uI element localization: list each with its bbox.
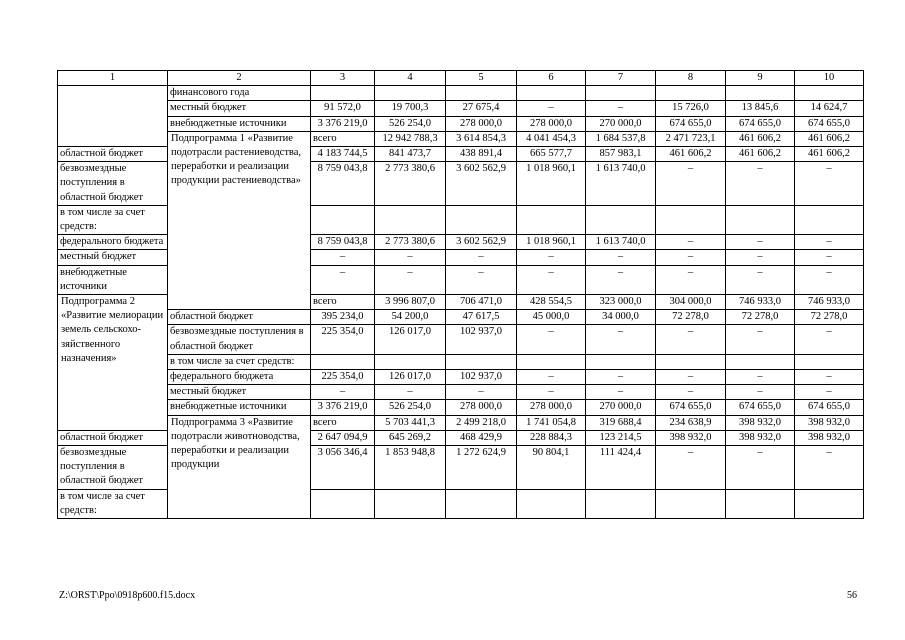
amount-cell: 3 602 562,9 — [446, 162, 517, 206]
amount-cell: 34 000,0 — [586, 310, 656, 325]
column-number-header: 1 — [58, 71, 168, 86]
amount-cell: 278 000,0 — [517, 400, 586, 415]
amount-cell: – — [795, 162, 864, 206]
amount-cell: – — [656, 265, 726, 294]
amount-cell: 1 613 740,0 — [586, 235, 656, 250]
funding-source-cell: безвозмездные поступления в областной бюджет — [58, 162, 168, 206]
amount-cell: – — [586, 325, 656, 354]
funding-source-cell: всего — [311, 295, 375, 310]
amount-cell: 746 933,0 — [795, 295, 864, 310]
amount-cell — [446, 205, 517, 234]
amount-cell: 225 354,0 — [311, 370, 375, 385]
amount-cell: – — [375, 385, 446, 400]
amount-cell: 1 018 960,1 — [517, 162, 586, 206]
amount-cell: – — [726, 325, 795, 354]
amount-cell: – — [586, 101, 656, 116]
amount-cell: 841 473,7 — [375, 147, 446, 162]
column-number-header: 4 — [375, 71, 446, 86]
amount-cell: 234 638,9 — [656, 415, 726, 430]
amount-cell: – — [795, 250, 864, 265]
amount-cell: – — [726, 235, 795, 250]
amount-cell: 3 996 807,0 — [375, 295, 446, 310]
amount-cell — [656, 86, 726, 101]
amount-cell: 1 684 537,8 — [586, 131, 656, 146]
funding-source-cell: местный бюджет — [168, 101, 311, 116]
amount-cell: 665 577,7 — [517, 147, 586, 162]
amount-cell: 674 655,0 — [726, 400, 795, 415]
amount-cell: – — [795, 370, 864, 385]
funding-source-cell: областной бюджет — [168, 310, 311, 325]
table-row — [58, 131, 864, 146]
amount-cell — [586, 86, 656, 101]
amount-cell: – — [656, 235, 726, 250]
amount-cell: 54 200,0 — [375, 310, 446, 325]
amount-cell — [726, 205, 795, 234]
amount-cell — [375, 86, 446, 101]
amount-cell: 123 214,5 — [586, 430, 656, 445]
funding-source-cell: внебюджетные источники — [168, 116, 311, 131]
column-number-header: 7 — [586, 71, 656, 86]
subprogram-name-cell: Подпрограмма 2 «Развитие мелиорации земель сельскохо-зяйственного назначения» — [58, 295, 168, 431]
amount-cell — [656, 489, 726, 518]
amount-cell — [517, 489, 586, 518]
amount-cell: 319 688,4 — [586, 415, 656, 430]
amount-cell: – — [375, 250, 446, 265]
column-number-header: 6 — [517, 71, 586, 86]
amount-cell: – — [586, 250, 656, 265]
amount-cell: 1 272 624,9 — [446, 446, 517, 490]
table-row — [58, 400, 864, 415]
amount-cell: 674 655,0 — [656, 116, 726, 131]
funding-source-cell: в том числе за счет средств: — [168, 354, 311, 369]
amount-cell: 5 703 441,3 — [375, 415, 446, 430]
amount-cell: 304 000,0 — [656, 295, 726, 310]
amount-cell — [446, 354, 517, 369]
funding-source-cell: областной бюджет — [58, 147, 168, 162]
amount-cell: 3 602 562,9 — [446, 235, 517, 250]
amount-cell — [586, 205, 656, 234]
amount-cell: – — [795, 446, 864, 490]
amount-cell: 72 278,0 — [656, 310, 726, 325]
amount-cell — [795, 489, 864, 518]
amount-cell: 278 000,0 — [517, 116, 586, 131]
table-row — [58, 116, 864, 131]
amount-cell: 1 613 740,0 — [586, 162, 656, 206]
subprogram-name-cell — [58, 86, 168, 147]
amount-cell: 398 932,0 — [795, 430, 864, 445]
amount-cell: – — [726, 385, 795, 400]
amount-cell: 3 614 854,3 — [446, 131, 517, 146]
amount-cell: – — [586, 265, 656, 294]
amount-cell: 111 424,4 — [586, 446, 656, 490]
amount-cell — [311, 205, 375, 234]
amount-cell: 8 759 043,8 — [311, 162, 375, 206]
amount-cell: – — [446, 265, 517, 294]
amount-cell: 438 891,4 — [446, 147, 517, 162]
amount-cell: – — [446, 250, 517, 265]
amount-cell: 461 606,2 — [795, 131, 864, 146]
amount-cell: 126 017,0 — [375, 370, 446, 385]
amount-cell: 395 234,0 — [311, 310, 375, 325]
amount-cell: 12 942 788,3 — [375, 131, 446, 146]
amount-cell — [311, 489, 375, 518]
amount-cell: 270 000,0 — [586, 400, 656, 415]
amount-cell: 4 041 454,3 — [517, 131, 586, 146]
amount-cell — [726, 354, 795, 369]
amount-cell: 2 773 380,6 — [375, 162, 446, 206]
amount-cell: – — [795, 235, 864, 250]
amount-cell — [726, 489, 795, 518]
amount-cell: 526 254,0 — [375, 116, 446, 131]
amount-cell: 461 606,2 — [726, 131, 795, 146]
amount-cell: 91 572,0 — [311, 101, 375, 116]
column-number-header: 9 — [726, 71, 795, 86]
amount-cell — [311, 354, 375, 369]
amount-cell: – — [517, 250, 586, 265]
amount-cell: 19 700,3 — [375, 101, 446, 116]
column-number-header: 8 — [656, 71, 726, 86]
funding-source-cell: федерального бюджета — [168, 370, 311, 385]
amount-cell: 857 983,1 — [586, 147, 656, 162]
amount-cell: 14 624,7 — [795, 101, 864, 116]
funding-source-cell: в том числе за счет средств: — [58, 489, 168, 518]
amount-cell: – — [311, 265, 375, 294]
amount-cell: 2 773 380,6 — [375, 235, 446, 250]
amount-cell: 102 937,0 — [446, 325, 517, 354]
amount-cell: 45 000,0 — [517, 310, 586, 325]
funding-source-cell: внебюджетные источники — [58, 265, 168, 294]
amount-cell: – — [656, 325, 726, 354]
table-row — [58, 101, 864, 116]
amount-cell: 398 932,0 — [656, 430, 726, 445]
amount-cell: – — [517, 101, 586, 116]
funding-source-cell: финансового года — [168, 86, 311, 101]
amount-cell: 1 018 960,1 — [517, 235, 586, 250]
amount-cell — [517, 354, 586, 369]
amount-cell — [517, 86, 586, 101]
amount-cell: 398 932,0 — [726, 415, 795, 430]
amount-cell: 27 675,4 — [446, 101, 517, 116]
header-row — [58, 71, 864, 86]
amount-cell — [446, 86, 517, 101]
amount-cell: – — [726, 446, 795, 490]
funding-source-cell: всего — [311, 415, 375, 430]
funding-source-cell: областной бюджет — [58, 430, 168, 445]
amount-cell: – — [656, 250, 726, 265]
budget-table — [57, 70, 864, 519]
amount-cell — [375, 489, 446, 518]
amount-cell: 461 606,2 — [795, 147, 864, 162]
amount-cell — [311, 86, 375, 101]
table-row — [58, 310, 864, 325]
footer-file-path: Z:\ORST\Ppo\0918p600.f15.docx — [59, 590, 196, 601]
amount-cell: 225 354,0 — [311, 325, 375, 354]
amount-cell: – — [517, 370, 586, 385]
table-row — [58, 385, 864, 400]
table-row — [58, 354, 864, 369]
amount-cell: 3 376 219,0 — [311, 116, 375, 131]
amount-cell: 1 853 948,8 — [375, 446, 446, 490]
table-row — [58, 325, 864, 354]
amount-cell: 3 376 219,0 — [311, 400, 375, 415]
amount-cell: 1 741 054,8 — [517, 415, 586, 430]
table-row — [58, 415, 864, 430]
funding-source-cell: местный бюджет — [168, 385, 311, 400]
table-row — [58, 86, 864, 101]
amount-cell: 278 000,0 — [446, 400, 517, 415]
amount-cell — [656, 354, 726, 369]
subprogram-name-cell: Подпрограмма 1 «Развитие подотрасли растениеводства, переработки и реализации продукции растениеводства» — [168, 131, 311, 309]
amount-cell — [726, 86, 795, 101]
amount-cell — [375, 205, 446, 234]
amount-cell — [517, 205, 586, 234]
amount-cell: 4 183 744,5 — [311, 147, 375, 162]
amount-cell: 8 759 043,8 — [311, 235, 375, 250]
amount-cell: 428 554,5 — [517, 295, 586, 310]
amount-cell: 461 606,2 — [656, 147, 726, 162]
amount-cell: – — [726, 162, 795, 206]
amount-cell: – — [517, 385, 586, 400]
amount-cell: – — [517, 265, 586, 294]
amount-cell: – — [656, 446, 726, 490]
amount-cell: 3 056 346,4 — [311, 446, 375, 490]
amount-cell: 461 606,2 — [726, 147, 795, 162]
amount-cell: 674 655,0 — [726, 116, 795, 131]
amount-cell — [446, 489, 517, 518]
column-number-header: 10 — [795, 71, 864, 86]
amount-cell: – — [656, 385, 726, 400]
amount-cell: – — [311, 385, 375, 400]
amount-cell: 645 269,2 — [375, 430, 446, 445]
amount-cell: – — [311, 250, 375, 265]
amount-cell: 270 000,0 — [586, 116, 656, 131]
amount-cell: 72 278,0 — [795, 310, 864, 325]
amount-cell — [375, 354, 446, 369]
amount-cell: – — [446, 385, 517, 400]
amount-cell: 2 647 094,9 — [311, 430, 375, 445]
amount-cell: 706 471,0 — [446, 295, 517, 310]
funding-source-cell: всего — [311, 131, 375, 146]
amount-cell: 47 617,5 — [446, 310, 517, 325]
amount-cell: – — [726, 370, 795, 385]
amount-cell: 323 000,0 — [586, 295, 656, 310]
amount-cell: 2 471 723,1 — [656, 131, 726, 146]
amount-cell: 398 932,0 — [726, 430, 795, 445]
amount-cell: – — [375, 265, 446, 294]
amount-cell — [795, 205, 864, 234]
amount-cell: – — [795, 325, 864, 354]
table-row — [58, 370, 864, 385]
amount-cell: 2 499 218,0 — [446, 415, 517, 430]
column-number-header: 2 — [168, 71, 311, 86]
subprogram-name-cell: Подпрограмма 3 «Развитие подотрасли животноводства, переработки и реализации продукции — [168, 415, 311, 518]
funding-source-cell: местный бюджет — [58, 250, 168, 265]
amount-cell — [586, 489, 656, 518]
amount-cell: 674 655,0 — [795, 400, 864, 415]
column-number-header: 5 — [446, 71, 517, 86]
amount-cell: 468 429,9 — [446, 430, 517, 445]
amount-cell — [795, 86, 864, 101]
amount-cell: – — [656, 162, 726, 206]
amount-cell: 13 845,6 — [726, 101, 795, 116]
funding-source-cell: в том числе за счет средств: — [58, 205, 168, 234]
amount-cell: – — [726, 265, 795, 294]
amount-cell — [795, 354, 864, 369]
amount-cell: 674 655,0 — [656, 400, 726, 415]
amount-cell: – — [795, 385, 864, 400]
amount-cell: – — [795, 265, 864, 294]
funding-source-cell: безвозмездные поступления в областной бюджет — [168, 325, 311, 354]
amount-cell: 126 017,0 — [375, 325, 446, 354]
column-number-header: 3 — [311, 71, 375, 86]
funding-source-cell: федерального бюджета — [58, 235, 168, 250]
amount-cell: 102 937,0 — [446, 370, 517, 385]
amount-cell: 398 932,0 — [795, 415, 864, 430]
amount-cell: 228 884,3 — [517, 430, 586, 445]
amount-cell: 15 726,0 — [656, 101, 726, 116]
amount-cell: – — [586, 370, 656, 385]
amount-cell — [586, 354, 656, 369]
amount-cell: – — [726, 250, 795, 265]
funding-source-cell: внебюджетные источники — [168, 400, 311, 415]
amount-cell: – — [656, 370, 726, 385]
amount-cell: – — [517, 325, 586, 354]
amount-cell: 90 804,1 — [517, 446, 586, 490]
amount-cell: 526 254,0 — [375, 400, 446, 415]
amount-cell — [656, 205, 726, 234]
page-number: 56 — [847, 590, 857, 601]
amount-cell: 746 933,0 — [726, 295, 795, 310]
amount-cell: 278 000,0 — [446, 116, 517, 131]
amount-cell: 674 655,0 — [795, 116, 864, 131]
amount-cell: – — [586, 385, 656, 400]
amount-cell: 72 278,0 — [726, 310, 795, 325]
funding-source-cell: безвозмездные поступления в областной бюджет — [58, 446, 168, 490]
